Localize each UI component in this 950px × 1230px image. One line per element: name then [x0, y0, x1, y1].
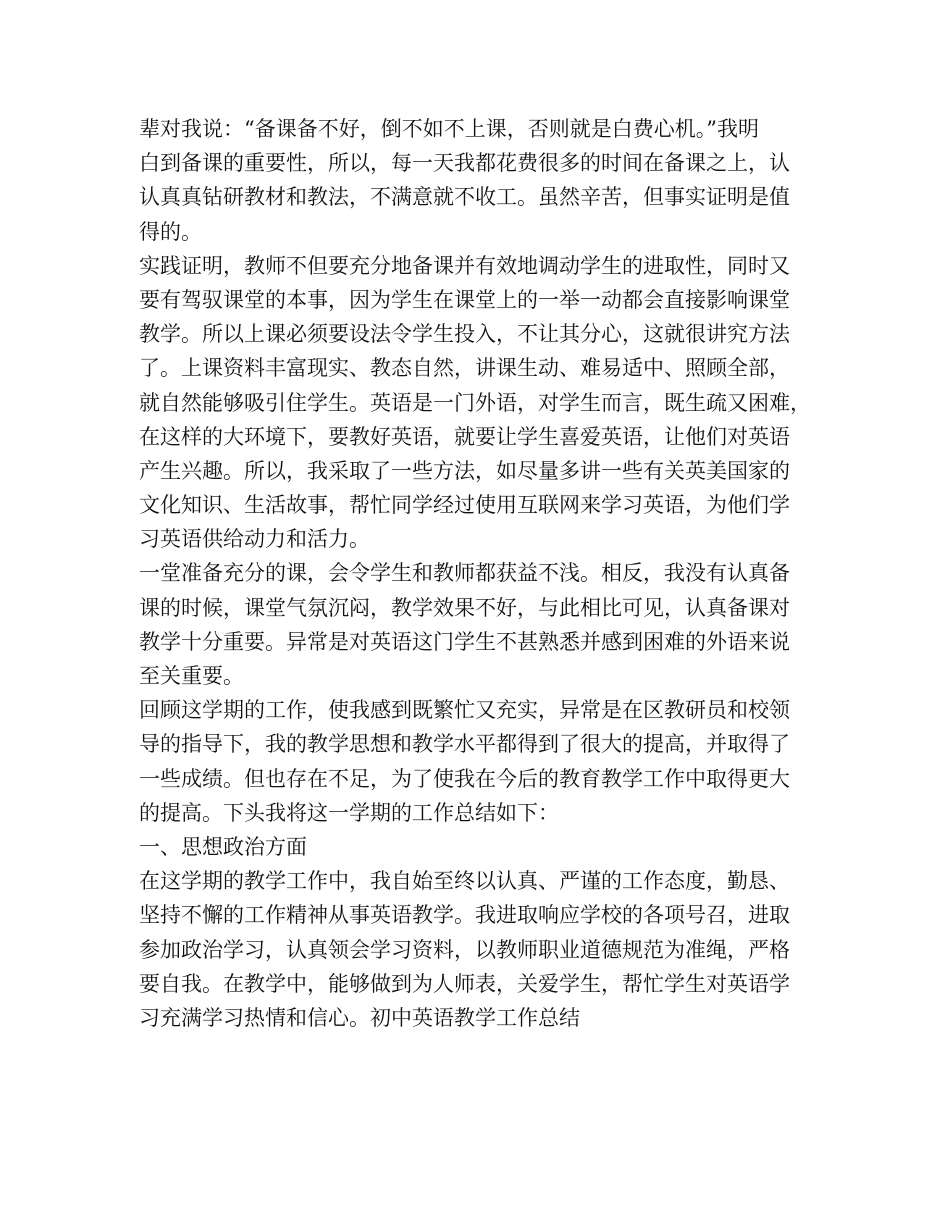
text-line: 坚持不懈的工作精神从事英语教学。我进取响应学校的各项号召，进取 [139, 903, 790, 928]
text-line: 得的。 [139, 219, 202, 244]
text-line: 文化知识、生活故事，帮忙同学经过使用互联网来学习英语，为他们学 [139, 493, 790, 518]
text-line: 一堂准备充分的课，会令学生和教师都获益不浅。相反，我没有认真备 [139, 561, 790, 586]
text-line: 辈对我说：“备课备不好，倒不如不上课，否则就是白费心机。”我明 [139, 117, 759, 141]
text-line: 教学十分重要。异常是对英语这门学生不甚熟悉并感到困难的外语来说 [139, 629, 790, 654]
text-line: 在这样的大环境下，要教好英语，就要让学生喜爱英语，让他们对英语 [139, 424, 790, 449]
text-line: 至关重要。 [139, 664, 244, 688]
text-line: 一些成绩。但也存在不足，为了使我在今后的教育教学工作中取得更大 [139, 766, 790, 791]
text-line: 习充满学习热情和信心。初中英语教学工作总结 [139, 1005, 580, 1030]
text-line: 白到备课的重要性，所以，每一天我都花费很多的时间在备课之上，认 [139, 151, 790, 176]
text-line: 的提高。下头我将这一学期的工作总结如下： [139, 800, 559, 825]
text-line: 产生兴趣。所以，我采取了一些方法，如尽量多讲一些有关英美国家的 [139, 458, 790, 483]
text-line: 认真真钻研教材和教法，不满意就不收工。虽然辛苦，但事实证明是值 [139, 185, 790, 210]
text-line: 要自我。在教学中，能够做到为人师表，关爱学生，帮忙学生对英语学 [139, 971, 790, 996]
text-line: 在这学期的教学工作中，我自始至终以认真、严谨的工作态度，勤恳、 [139, 869, 790, 894]
text-line: 实践证明，教师不但要充分地备课并有效地调动学生的进取性，同时又 [139, 253, 790, 278]
text-line: 教学。所以上课必须要设法令学生投入，不让其分心，这就很讲究方法 [139, 322, 790, 347]
text-line: 课的时候，课堂气氛沉闷，教学效果不好，与此相比可见，认真备课对 [139, 595, 790, 620]
text-line: 要有驾驭课堂的本事，因为学生在课堂上的一举一动都会直接影响课堂 [139, 287, 790, 312]
text-line: 导的指导下，我的教学思想和教学水平都得到了很大的提高，并取得了 [139, 732, 790, 757]
text-line: 就自然能够吸引住学生。英语是一门外语，对学生而言，既生疏又困难， [139, 390, 811, 415]
text-line: 参加政治学习，认真领会学习资料，以教师职业道德规范为准绳，严格 [139, 937, 790, 962]
text-line: 回顾这学期的工作，使我感到既繁忙又充实，异常是在区教研员和校领 [139, 698, 790, 723]
text-line: 习英语供给动力和活力。 [139, 527, 370, 552]
document-body [139, 112, 819, 1035]
section-heading: 一、思想政治方面 [139, 834, 307, 859]
text-line: 了。上课资料丰富现实、教态自然，讲课生动、难易适中、照顾全部， [139, 356, 790, 381]
